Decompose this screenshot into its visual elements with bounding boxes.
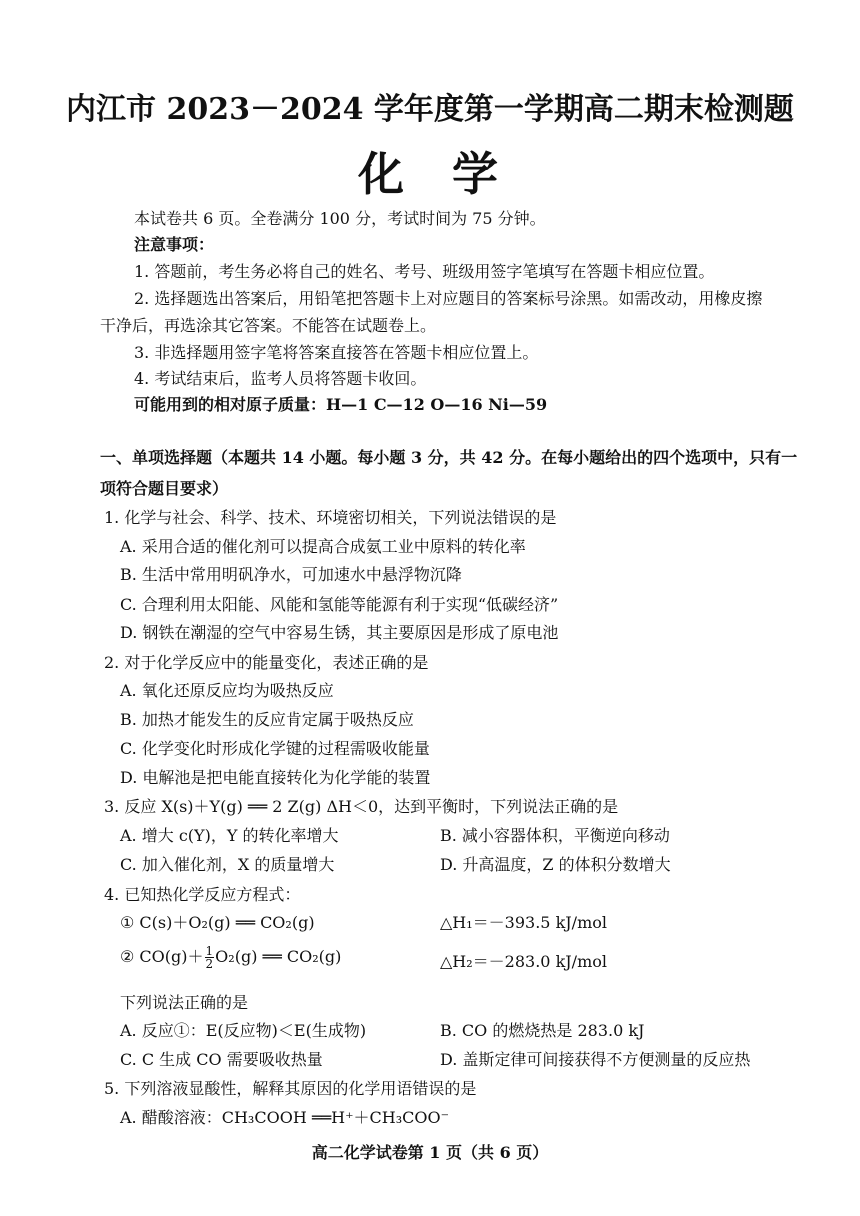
equation-2-suffix: O₂(g) ══ CO₂(g) [215,947,342,966]
question-5-option-a: A. 醋酸溶液：CH₃COOH ══H⁺＋CH₃COO⁻ [120,1108,450,1127]
question-1-stem: 1. 化学与社会、科学、技术、环境密切相关，下列说法错误的是 [104,508,557,527]
notice-item-1: 1. 答题前，考生务必将自己的姓名、考号、班级用签字笔填写在答题卡相应位置。 [134,262,715,281]
question-2-stem: 2. 对于化学反应中的能量变化，表述正确的是 [104,653,429,672]
question-4-option-b: B. CO 的燃烧热是 283.0 kJ [440,1021,645,1040]
notice-item-2: 2. 选择题选出答案后，用铅笔把答题卡上对应题目的答案标号涂黑。如需改动，用橡皮擦 [134,289,763,308]
section-heading-cont: 项符合题目要求） [100,479,229,498]
question-4-option-c: C. C 生成 CO 需要吸收热量 [120,1050,323,1069]
question-2-option-a: A. 氧化还原反应均为吸热反应 [120,681,334,700]
question-1-option-a: A. 采用合适的催化剂可以提高合成氨工业中原料的转化率 [120,537,526,556]
question-3-option-d: D. 升高温度，Z 的体积分数增大 [440,855,671,874]
question-2-option-c: C. 化学变化时形成化学键的过程需吸收能量 [120,739,430,758]
exam-title: 内江市 2023－2024 学年度第一学期高二期末检测题 [66,92,794,127]
question-1-option-b: B. 生活中常用明矾净水，可加速水中悬浮物沉降 [120,565,462,584]
equation-2-prefix: ② CO(g)＋ [120,947,204,966]
equation-1: ① C(s)＋O₂(g) ══ CO₂(g) [120,913,315,932]
notice-item-3: 3. 非选择题用签字笔将答案直接答在答题卡相应位置上。 [134,343,539,362]
fraction-numerator: 1 [205,944,214,958]
equation-1-enthalpy: △H₁＝－393.5 kJ/mol [440,913,607,932]
exam-intro: 本试卷共 6 页。全卷满分 100 分，考试时间为 75 分钟。 [134,209,546,228]
question-1-option-d: D. 钢铁在潮湿的空气中容易生锈，其主要原因是形成了原电池 [120,623,559,642]
question-3-option-b: B. 减小容器体积，平衡逆向移动 [440,826,670,845]
subject-title: 化学 [358,147,546,201]
question-3-option-c: C. 加入催化剂，X 的质量增大 [120,855,335,874]
question-1-option-c: C. 合理利用太阳能、风能和氢能等能源有利于实现“低碳经济” [120,595,559,614]
fraction-one-half [205,945,215,970]
notice-heading: 注意事项： [134,235,215,254]
question-4-option-a: A. 反应①：E(反应物)＜E(生成物) [120,1021,367,1040]
question-4-ask: 下列说法正确的是 [120,993,249,1012]
atomic-mass-note: 可能用到的相对原子质量：H—1 C—12 O—16 Ni—59 [134,395,548,414]
question-2-option-b: B. 加热才能发生的反应肯定属于吸热反应 [120,710,414,729]
question-2-option-d: D. 电解池是把电能直接转化为化学能的装置 [120,768,431,787]
question-4-option-d: D. 盖斯定律可间接获得不方便测量的反应热 [440,1050,751,1069]
page-footer: 高二化学试卷第 1 页（共 6 页） [311,1143,549,1162]
equation-2 [120,944,341,970]
fraction-denominator: 2 [205,957,214,971]
question-3-option-a: A. 增大 c(Y)，Y 的转化率增大 [120,826,339,845]
notice-item-2-cont: 干净后，再选涂其它答案。不能答在试题卷上。 [100,316,437,335]
section-heading: 一、单项选择题（本题共 14 小题。每小题 3 分，共 42 分。在每小题给出的四个选项中，只有一 [100,448,798,467]
notice-item-4: 4. 考试结束后，监考人员将答题卡收回。 [134,369,427,388]
question-4-stem: 4. 已知热化学反应方程式： [104,885,301,904]
equation-2-enthalpy: △H₂＝－283.0 kJ/mol [440,952,607,971]
question-5-stem: 5. 下列溶液显酸性，解释其原因的化学用语错误的是 [104,1079,477,1098]
question-3-stem: 3. 反应 X(s)＋Y(g) ══ 2 Z(g) ΔH＜0，达到平衡时，下列说法正确的是 [104,797,619,816]
